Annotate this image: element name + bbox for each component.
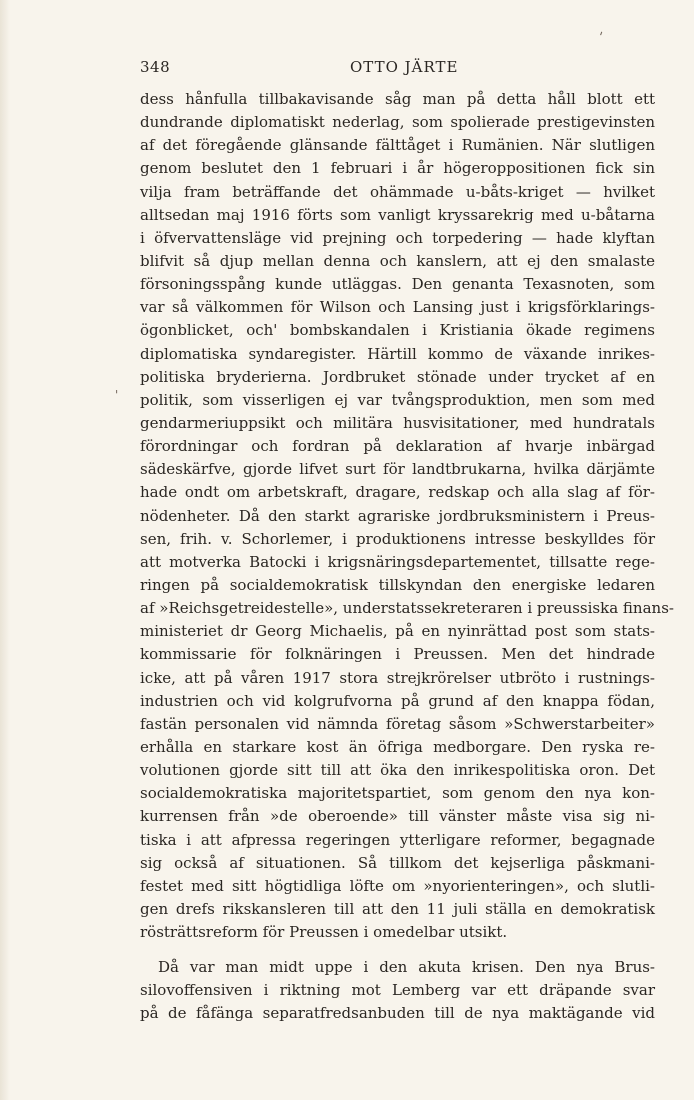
text-line: Då var man midt uppe i den akuta krisen. Den nya Brus- <box>158 958 655 977</box>
page-number: 348 <box>140 58 171 76</box>
text-line: kommissarie för folknäringen i Preussen. Men det hindrade <box>140 645 655 664</box>
text-line: ögonblicket, och' bombskandalen i Kristiania ökade regimens <box>140 321 655 340</box>
text-line: dundrande diplomatiskt nederlag, som spolierade prestigevinsten <box>140 113 655 132</box>
text-line: blifvit så djup mellan denna och kanslern, att ej den smalaste <box>140 251 655 270</box>
text-line: sen, frih. v. Schorlemer, i produktionens intresse beskylldes för <box>140 529 655 548</box>
corner-ink-mark: ' <box>595 29 605 46</box>
text-line: nödenheter. Då den starkt agrariske jordbruksministern i Preus- <box>140 506 655 525</box>
text-line: af det föregående glänsande fälttåget i Rumänien. När slutligen <box>140 136 655 155</box>
text-line: politik, som visserligen ej var tvångsproduktion, men som med <box>140 390 655 409</box>
body-text <box>140 88 674 1026</box>
text-line: ringen på socialdemokratisk tillskyndan den energiske ledaren <box>140 575 655 594</box>
text-line: vilja fram beträffande det ohämmade u-båts-kriget — hvilket <box>140 182 655 201</box>
text-line: tiska i att afpressa regeringen ytterligare reformer, begagnade <box>140 830 655 849</box>
text-line: hade ondt om arbetskraft, dragare, redskap och alla slag af för- <box>140 483 655 502</box>
text-line: industrien och vid kolgrufvorna på grund af den knappa födan, <box>140 691 655 710</box>
margin-ink-mark: ' <box>115 388 119 402</box>
text-line: sädeskärfve, gjorde lifvet surt för landtbrukarna, hvilka därjämte <box>140 460 655 479</box>
page-edge-shadow <box>0 0 10 1100</box>
text-line: dess hånfulla tillbakavisande såg man på detta håll blott ett <box>140 90 655 108</box>
text-line: icke, att på våren 1917 stora strejkrörelser utbröto i rustnings- <box>140 668 655 687</box>
text-line: ministeriet dr Georg Michaelis, på en nyinrättad post som stats- <box>140 622 655 641</box>
text-line: silovoffensiven i riktning mot Lemberg var ett dräpande svar <box>140 981 655 1000</box>
text-line: kurrensen från »de oberoende» till vänster måste visa sig ni- <box>140 807 655 826</box>
running-head <box>140 58 655 82</box>
text-line: alltsedan maj 1916 förts som vanligt kryssarekrig med u-båtarna <box>140 205 655 224</box>
text-line: socialdemokratiska majoritetspartiet, som genom den nya kon- <box>140 784 655 803</box>
text-line: af »Reichsgetreidestelle», understatssekreteraren i preussiska finans- <box>140 599 674 618</box>
text-line: på de fåfänga separatfredsanbuden till de nya maktägande vid <box>140 1004 655 1023</box>
text-line: volutionen gjorde sitt till att öka den inrikespolitiska oron. Det <box>140 761 655 780</box>
text-line: politiska bryderierna. Jordbruket stönade under trycket af en <box>140 367 655 386</box>
text-line: försoningsspång kunde utläggas. Den genanta Texasnoten, som <box>140 275 655 294</box>
text-line: genom beslutet den 1 februari i år högeroppositionen fick sin <box>140 159 655 178</box>
text-line: gendarmeriuppsikt och militära husvisitationer, med hundratals <box>140 413 655 432</box>
text-line: rösträttsreform för Preussen i omedelbar utsikt. <box>140 923 508 942</box>
text-line: erhålla en starkare kost än öfriga medborgare. Den ryska re- <box>140 737 655 756</box>
text-line: att motverka Batocki i krigsnäringsdepartementet, tillsatte rege- <box>140 552 655 571</box>
text-line: gen drefs rikskansleren till att den 11 juli ställa en demokratisk <box>140 899 655 918</box>
paragraph-2 <box>140 956 655 1025</box>
text-line: diplomatiska syndaregister. Härtill kommo de växande inrikes- <box>140 344 655 363</box>
text-line: sig också af situationen. Så tillkom det kejserliga påskmani- <box>140 853 655 872</box>
text-line: fastän personalen vid nämnda företag såsom »Schwerstarbeiter» <box>140 714 655 733</box>
paragraph-1 <box>140 88 674 944</box>
text-line: var så välkommen för Wilson och Lansing just i krigsförklarings- <box>140 298 655 317</box>
running-title: OTTO JÄRTE <box>350 58 459 76</box>
text-line: i öfvervattensläge vid prejning och torpedering — hade klyftan <box>140 228 655 247</box>
text-line: förordningar och fordran på deklaration af hvarje inbärgad <box>140 437 655 456</box>
text-line: festet med sitt högtidliga löfte om »nyorienteringen», och slutli- <box>140 876 655 895</box>
